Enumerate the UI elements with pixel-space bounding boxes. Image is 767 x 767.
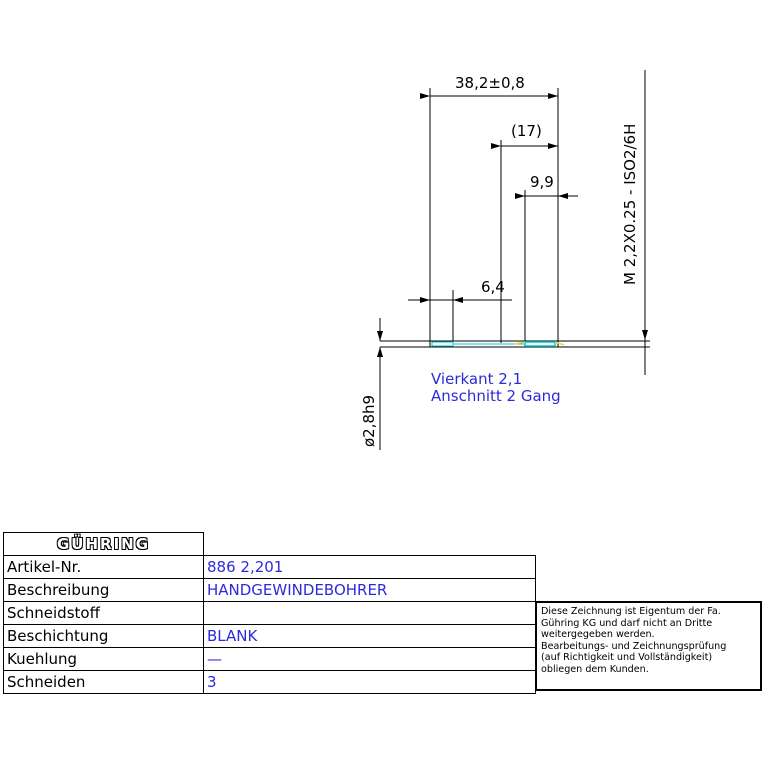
notice-line: obliegen dem Kunden.: [541, 663, 649, 675]
row-label: Schneiden: [4, 671, 204, 694]
row-value: [204, 602, 536, 625]
note-chamfer: Anschnitt 2 Gang: [431, 387, 561, 405]
notice-line: weitergegeben werden.: [541, 629, 655, 640]
table-row: [4, 579, 536, 602]
notice-line: Diese Zeichnung ist Eigentum der Fa.: [541, 606, 721, 617]
note-square: Vierkant 2,1: [431, 370, 523, 388]
notice-line: Bearbeitungs- und Zeichnungsprüfung: [541, 640, 727, 652]
tap-tool-outline: [380, 341, 650, 347]
row-value: BLANK: [204, 625, 536, 648]
dim-square-text: 6,4: [481, 278, 505, 296]
guehring-logo: GÜHRING: [56, 535, 151, 553]
dim-ref-text: (17): [511, 122, 542, 140]
row-value: 3: [204, 671, 536, 694]
table-row: [4, 556, 536, 579]
row-value: HANDGEWINDEBOHRER: [204, 579, 536, 602]
thread-spec-text: M 2,2X0.25 - ISO2/6H: [621, 123, 639, 285]
row-label: Kuehlung: [4, 648, 204, 671]
ownership-notice: [535, 601, 762, 691]
table-row: [4, 648, 536, 671]
table-row: [4, 671, 536, 694]
table-row: [4, 602, 536, 625]
brand-logo-cell: [4, 533, 204, 556]
notice-line: (auf Richtigkeit und Vollständigkeit): [541, 652, 713, 663]
row-value: —: [204, 648, 536, 671]
title-block-table: [3, 532, 536, 694]
notice-line: Gühring KG und darf nicht an Dritte: [541, 617, 713, 629]
row-label: Beschichtung: [4, 625, 204, 648]
row-value: 886 2,201: [204, 556, 536, 579]
title-block-brand-row: [4, 533, 536, 556]
row-label: Schneidstoff: [4, 602, 204, 625]
dim-diameter-text: ø2,8h9: [360, 394, 378, 447]
row-label: Artikel-Nr.: [4, 556, 204, 579]
dim-thread-text: 9,9: [530, 173, 554, 191]
dim-overall-text: 38,2±0,8: [455, 74, 525, 92]
extension-lines: [430, 70, 645, 375]
table-row: [4, 625, 536, 648]
row-label: Beschreibung: [4, 579, 204, 602]
